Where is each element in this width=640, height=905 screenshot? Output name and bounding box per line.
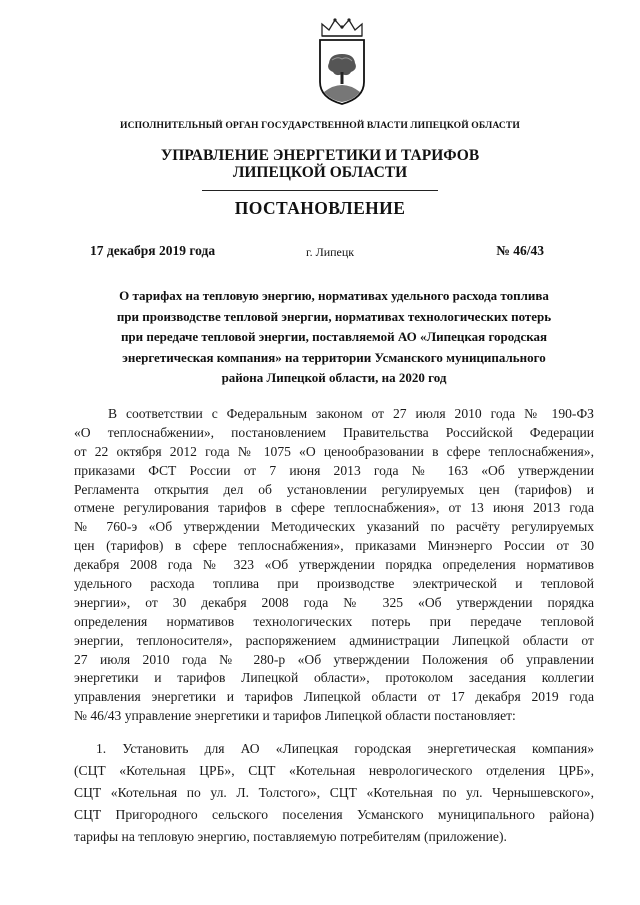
- department-name: [100, 147, 540, 181]
- lipetsk-coat-of-arms-icon: [314, 16, 370, 106]
- preamble-line: № 760-э «Об утверждении Методических указаний по расчёту регулируемых: [74, 519, 594, 535]
- preamble-line: удельного расхода топлива при производстве электрической и тепловой: [74, 576, 594, 592]
- item-1-line: СЦТ «Котельная по ул. Л. Толстого», СЦТ «Котельная по ул. Чернышевского»,: [74, 785, 594, 800]
- subject-line: при передаче тепловой энергии, поставляемой АО «Липецкая городская: [120, 329, 548, 344]
- preamble-line: «О теплоснабжении», постановлением Правительства Российской Федерации: [74, 424, 594, 440]
- item-1-line: СЦТ Пригородного сельского поселения Усманского муниципального района): [74, 807, 594, 822]
- document-type: ПОСТАНОВЛЕНИЕ: [234, 198, 406, 218]
- item-1-line: 1. Установить для АО «Липецкая городская энергетическая компания»: [96, 741, 594, 756]
- preamble-line: от 22 октября 2012 года № 1075 «О ценообразовании в сфере теплоснабжения»,: [74, 443, 594, 459]
- preamble-line: В соответствии с Федеральным законом от 27 июля 2010 года № 190-ФЗ: [108, 406, 594, 421]
- preamble-line: энергетики и тарифов Липецкой области», протоколом заседания коллегии: [74, 670, 594, 686]
- preamble-line: энергии», от 30 декабря 2008 года № 325 «Об утверждении порядка: [74, 594, 594, 610]
- preamble-paragraph: [74, 405, 594, 726]
- subject-line: при производстве тепловой энергии, нормативах технологических потерь: [116, 308, 552, 324]
- department-line: УПРАВЛЕНИЕ ЭНЕРГЕТИКИ И ТАРИФОВ: [160, 147, 480, 164]
- preamble-line: Регламента открытия дел об установлении регулируемых цен (тарифов) и: [74, 481, 594, 497]
- preamble-line: приказами ФСТ России от 7 июня 2013 года № 163 «Об утверждении: [74, 462, 594, 478]
- subject-line: энергетическая компания» на территории Усманского муниципального: [122, 349, 546, 365]
- preamble-line: отмене регулирования тарифов в сфере теплоснабжения», от 13 июня 2013 года: [74, 500, 594, 516]
- item-1-line: тарифы на тепловую энергию, поставляемую потребителям (приложение).: [74, 829, 507, 844]
- document-number: № 46/43: [496, 243, 544, 258]
- subject-line: района Липецкой области, на 2020 год: [221, 370, 447, 385]
- preamble-line: определения нормативов технологических потерь при передаче тепловой: [74, 613, 594, 629]
- preamble-line: энергии, теплоносителя», распоряжением администрации Липецкой области от: [74, 632, 594, 648]
- document-date: 17 декабря 2019 года: [90, 243, 216, 258]
- subject-line: О тарифах на тепловую энергию, нормативах удельного расхода топлива: [119, 288, 549, 303]
- document-subject: [74, 286, 594, 389]
- preamble-line: № 46/43 управление энергетики и тарифов Липецкой области постановляет:: [74, 708, 516, 724]
- preamble-line: декабря 2008 года № 323 «Об утверждении порядка определения нормативов: [74, 557, 594, 573]
- preamble-line: 27 июля 2010 года № 280-р «Об утверждении Положения об управлении: [74, 651, 594, 667]
- department-line: ЛИПЕЦКОЙ ОБЛАСТИ: [232, 164, 408, 181]
- preamble-line: цен (тарифов) в сфере теплоснабжения», приказами Минэнерго России от 30: [74, 538, 594, 554]
- item-1-line: (СЦТ «Котельная ЦРБ», СЦТ «Котельная неврологического отделения ЦРБ»,: [74, 763, 594, 778]
- preamble-line: управления энергетики и тарифов Липецкой области от 17 декабря 2019 года: [74, 689, 594, 705]
- organization-name: ИСПОЛНИТЕЛЬНЫЙ ОРГАН ГОСУДАРСТВЕННОЙ ВЛАСТИ ЛИПЕЦКОЙ ОБЛАСТИ: [120, 120, 520, 131]
- item-1-paragraph: [74, 738, 594, 848]
- header-divider: [202, 190, 438, 191]
- document-city: г. Липецк: [306, 245, 355, 259]
